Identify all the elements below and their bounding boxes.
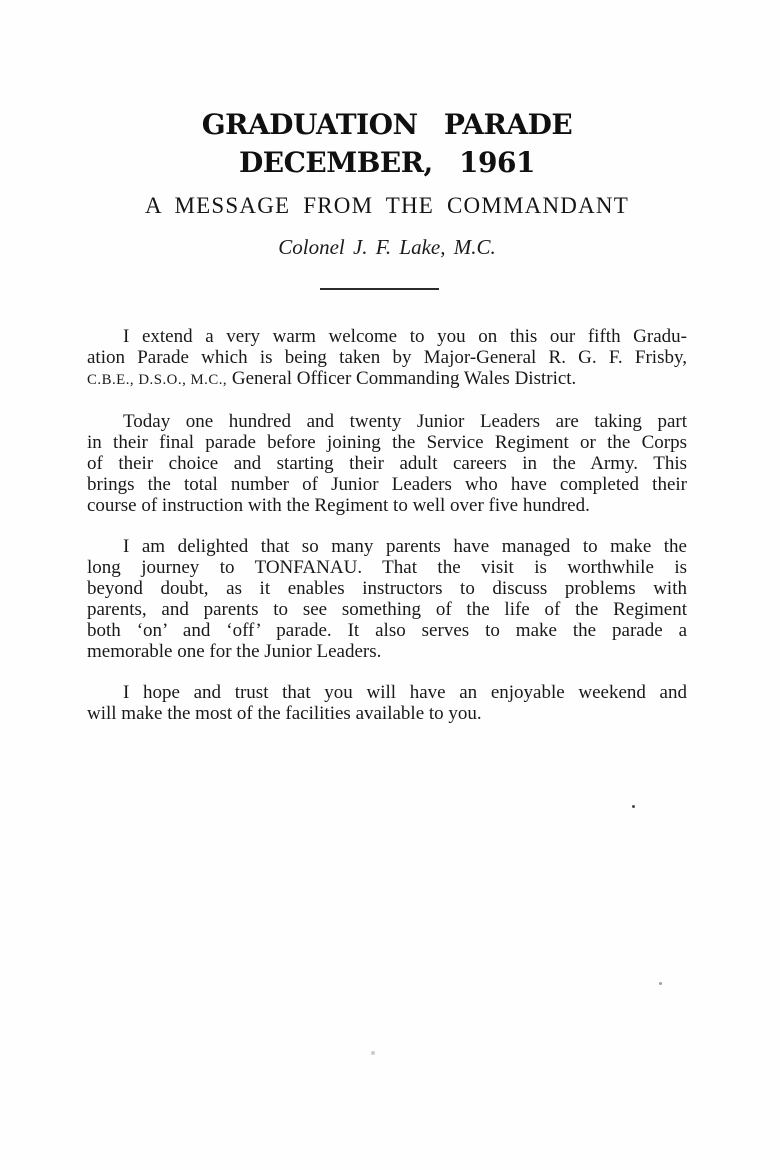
section-heading: A MESSAGE FROM THE COMMANDANT [145, 193, 629, 218]
text-segment: I am delighted that so many parents have managed to make the [123, 536, 687, 557]
text-segment: General Officer Commanding Wales District. [227, 368, 577, 389]
honours-abbreviation: C.B.E., D.S.O., M.C., [87, 372, 228, 388]
text-line [87, 453, 687, 474]
paragraph [87, 411, 687, 516]
scan-speck [659, 982, 662, 985]
text-line [87, 432, 687, 453]
text-segment: Today one hundred and twenty Junior Leaders are taking part [123, 411, 687, 432]
author-byline: Colonel J. F. Lake, M.C. [278, 235, 496, 259]
text-column [87, 110, 687, 724]
text-line [87, 368, 687, 391]
text-line [87, 474, 687, 495]
text-segment: both ‘on’ and ‘off’ parade. It also serves to make the parade a [87, 620, 687, 641]
text-segment: parents, and parents to see something of the life of the Regiment [87, 599, 687, 620]
text-line [87, 620, 687, 641]
text-line [87, 536, 687, 557]
text-line [87, 347, 687, 368]
text-line [87, 703, 687, 724]
text-segment: of their choice and starting their adult careers in the Army. This [87, 453, 687, 474]
paragraph [87, 682, 687, 724]
scan-speck [632, 805, 635, 808]
divider-rule [320, 288, 439, 290]
paragraph [87, 326, 687, 391]
text-segment: in their final parade before joining the Service Regiment or the Corps [87, 432, 687, 453]
text-line [87, 682, 687, 703]
text-segment: brings the total number of Junior Leaders who have completed their [87, 474, 687, 495]
page-title-line1: GRADUATION PARADE [201, 108, 573, 141]
message-body [87, 326, 687, 724]
text-line [87, 578, 687, 599]
text-segment: ation Parade which is being taken by Major-General R. G. F. Frisby, [87, 347, 687, 368]
page-title-line2: DECEMBER, 1961 [239, 146, 535, 179]
text-segment: I extend a very warm welcome to you on this our fifth Gradu- [123, 326, 687, 347]
text-segment: long journey to TONFANAU. That the visit is worthwhile is [87, 557, 687, 578]
text-segment: memorable one for the Junior Leaders. [87, 641, 382, 662]
text-line [87, 557, 687, 578]
text-line [87, 326, 687, 347]
text-segment: will make the most of the facilities available to you. [87, 703, 482, 724]
text-line [87, 599, 687, 620]
text-segment: beyond doubt, as it enables instructors to discuss problems with [87, 578, 687, 599]
text-line [87, 641, 687, 662]
text-segment: I hope and trust that you will have an enjoyable weekend and [123, 682, 687, 703]
text-line [87, 411, 687, 432]
text-segment: course of instruction with the Regiment to well over five hundred. [87, 495, 590, 516]
scan-speck [371, 1051, 375, 1055]
paragraph [87, 536, 687, 662]
text-line [87, 495, 687, 516]
